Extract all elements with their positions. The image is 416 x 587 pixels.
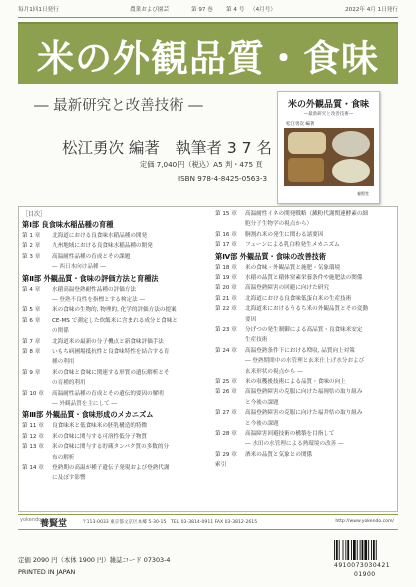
barcode-bar	[353, 540, 356, 560]
toc-chapter-continuation: ― 登熟不良性を指標とする検定法 ―	[52, 297, 146, 303]
publisher-name: 養賢堂	[40, 519, 68, 529]
toc-chapter	[22, 442, 169, 450]
toc-chapter-title: 北海道米におけるうるち米の外観品質とその変動	[245, 306, 369, 313]
toc-chapter-number: 第 4 章	[22, 286, 41, 293]
barcode-bar	[357, 540, 358, 560]
toc-chapter-number: 第 1 章	[22, 233, 41, 239]
toc-chapter-number: 第 8 章	[22, 349, 41, 355]
toc-chapter-title: 高温障害回避技術の構築を目指して	[245, 431, 335, 437]
cover-title: 米の外観品質・食味	[287, 100, 369, 110]
cover-publisher: 養賢堂	[357, 191, 369, 196]
toc-chapter	[215, 304, 368, 312]
toc-chapter-title: 高温耐性イネの開発戦略（澱粉代謝関連酵素の細	[245, 211, 369, 217]
toc-chapter-title: いもち病圃場抵抗性と良食味特性を結合する育	[52, 349, 170, 355]
toc-chapter-title: フェーンによる乳白粒発生メカニズム	[245, 242, 340, 249]
toc-chapter-title: 北海道米の最新の分子機点と新食味評価手法	[52, 338, 164, 345]
toc-chapter	[215, 325, 362, 333]
toc-chapter-number: 第 14 章	[22, 465, 44, 471]
toc-chapter-title: 高温登熟障害の回避に向けた研究	[245, 285, 329, 292]
toc-chapter-number: 第 18 章	[215, 264, 237, 271]
toc-chapter-title: 高温耐性品種の育成とその課題	[52, 253, 131, 260]
toc-chapter	[22, 368, 169, 376]
toc-chapter-title: 米の食味と食味に関連する形質の遺伝解析とそ	[52, 369, 170, 376]
toc-chapter-title: 九州地域における良食味水稲品種の開発	[52, 243, 153, 250]
toc-chapter-number: 第 21 章	[215, 295, 237, 302]
barcode-suffix: 01900	[354, 571, 376, 578]
toc-chapter-number: 第 2 章	[22, 243, 41, 250]
toc-chapter-title: 米の食味に関与する貯蔵タンパク質の多数的分	[52, 444, 170, 451]
toc-chapter	[22, 347, 169, 355]
toc-chapter-title: 高温耐性品種の育成とその遺伝的要因の解明	[52, 390, 164, 397]
toc-chapter-number: 第 16 章	[215, 231, 237, 238]
barcode-bar	[362, 540, 364, 560]
book-cover-thumbnail	[277, 91, 380, 204]
toc-chapter	[22, 389, 164, 397]
title-band	[18, 22, 398, 84]
toc-chapter-title: 酒米の品質と気象との関係	[245, 451, 313, 458]
toc-part-heading: 第Ⅱ部 外観品質・食味の評価方法と育種法	[22, 273, 159, 283]
toc-index: 索引	[215, 462, 227, 469]
toc-chapter	[22, 285, 136, 293]
toc-chapter-title: 胴割れ米の発生に関わる諸要因	[245, 231, 324, 238]
toc-chapter-continuation: の関係	[52, 328, 69, 335]
toc-chapter-number: 第 19 章	[215, 275, 237, 281]
issue-frequency: 毎月1回1日発行	[18, 7, 59, 13]
toc-chapter-title: 米の食味に関与する可溶性低分子物質	[52, 433, 148, 440]
toc-part-heading: 第Ⅰ部 良食味水稲品種の育種	[22, 220, 114, 229]
table-of-contents	[18, 206, 398, 512]
toc-chapter-continuation: 布の解析	[52, 454, 75, 461]
barcode-bar	[373, 540, 375, 560]
printed-in-line: PRINTED IN JAPAN	[18, 568, 76, 576]
toc-chapter-title: 北海道における良食味水稲品種の開発	[52, 233, 148, 239]
barcode-bar	[351, 540, 352, 560]
toc-label: ［目次］	[22, 211, 47, 218]
toc-chapter-number: 第 29 章	[215, 451, 237, 458]
toc-chapter-title: 高温登熟条件下における増収, 品質向上対策	[245, 347, 355, 354]
toc-chapter-number: 第 13 章	[22, 444, 44, 451]
toc-chapter-title: 高温登熟障害の克服に向けた福岡県の取り組み	[245, 389, 363, 396]
toc-chapter-number: 第 24 章	[215, 347, 237, 354]
toc-chapter	[215, 387, 362, 395]
barcode-bar	[345, 540, 346, 560]
toc-chapter-number: 第 27 章	[215, 410, 237, 417]
toc-chapter	[215, 283, 329, 291]
issue-info-line	[18, 5, 398, 17]
toc-chapter-number: 第 22 章	[215, 306, 237, 313]
toc-chapter-number: 第 26 章	[215, 389, 237, 396]
toc-chapter	[215, 294, 351, 302]
cover-editor: 松江勇次 編著	[286, 122, 315, 127]
toc-chapter-title: 米の食味の生物的, 物理的, 化学的評価方法の提案	[52, 307, 177, 314]
toc-chapter-title: 分げつの発生制御による高品質・良食味米安定	[245, 327, 363, 333]
toc-chapter-number: 第 11 章	[22, 423, 44, 430]
toc-chapter-continuation: と今後の課題	[245, 420, 279, 427]
toc-chapter-continuation: 要因	[245, 316, 257, 323]
toc-chapter	[215, 263, 340, 271]
publisher-address: 〒113-0033 東京都文京区本郷 5-30-15 TEL 03-3814-0911 FAX 03-3812-2615	[82, 520, 258, 525]
toc-chapter-continuation: 胞分子生物学の視点から）	[245, 221, 313, 228]
toc-chapter-continuation: 玄米形状の視点から ―	[245, 368, 303, 375]
toc-chapter-number: 第 28 章	[215, 431, 237, 437]
toc-chapter-continuation: ― 西日本向け品種 ―	[52, 264, 106, 271]
toc-chapter-number: 第 9 章	[22, 369, 41, 376]
barcode-number: 4910073030421	[334, 562, 391, 569]
barcode-bar	[371, 540, 372, 560]
toc-chapter-title: 米の食味・外観品質と施肥・気象環境	[245, 264, 341, 271]
toc-chapter-number: 第 25 章	[215, 379, 237, 385]
toc-chapter	[215, 450, 312, 458]
publisher-logo: yokendo	[20, 517, 42, 523]
toc-chapter-continuation: ― 外観品質を主にして ―	[52, 401, 118, 407]
toc-chapter	[215, 408, 362, 416]
toc-chapter	[22, 337, 164, 345]
issue-volume: 第 97 巻	[191, 7, 213, 13]
barcode-bar	[347, 540, 349, 560]
book-price: 定価 7,040円（税込）A5 判・475 頁	[140, 160, 263, 169]
toc-chapter-number: 第 12 章	[22, 433, 44, 440]
toc-chapter-title: CE-MS で測定した炊飯米に含まれる成分と食味と	[52, 317, 178, 324]
toc-chapter-continuation: 生産技術	[245, 337, 268, 344]
toc-chapter-number: 第 6 章	[22, 317, 41, 324]
rice-grain-photo	[332, 159, 370, 183]
toc-chapter-continuation: に及ぼす影響	[52, 475, 86, 482]
journal-name: 農業および園芸	[130, 7, 170, 13]
toc-chapter	[22, 316, 178, 324]
header-divider	[18, 17, 398, 18]
toc-chapter-title: 水稲の品質と稲体窒素栄養条件や施肥法の関係	[245, 275, 363, 281]
toc-chapter-number: 第 23 章	[215, 327, 237, 333]
book-isbn: ISBN 978-4-8425-0563-3	[178, 174, 268, 183]
barcode-bar	[339, 540, 340, 560]
toc-chapter-continuation: ― 登熟期間中の水管理と玄米仕上げ水分および	[245, 358, 365, 365]
barcode-bar	[334, 540, 335, 560]
toc-chapter-continuation: と今後の課題	[245, 399, 279, 406]
toc-chapter	[22, 305, 177, 313]
toc-chapter-number: 第 3 章	[22, 253, 41, 260]
toc-chapter	[22, 432, 147, 440]
toc-chapter-title: 水稲高温登熟耐性品種の評価方法	[52, 286, 136, 293]
cover-subtitle: ―最新研究と改善技術―	[303, 112, 354, 117]
toc-chapter-number: 第 5 章	[22, 307, 41, 314]
toc-chapter-number: 第 10 章	[22, 390, 44, 397]
toc-chapter	[215, 346, 355, 354]
book-subtitle: ― 最新研究と改善技術 ―	[34, 98, 203, 114]
barcode-bar	[364, 540, 367, 560]
toc-part-heading: 第Ⅲ部 外観品質・食味形成のメカニズム	[22, 410, 154, 420]
toc-chapter	[22, 231, 147, 239]
toc-chapter	[22, 252, 130, 260]
barcode-bar	[368, 540, 369, 560]
toc-chapter	[215, 209, 368, 217]
toc-chapter-number: 第 20 章	[215, 285, 237, 292]
toc-chapter-continuation: ― 水田の水管理による熱環境の改善 ―	[245, 441, 344, 448]
cover-photo-collage	[284, 128, 374, 186]
toc-chapter-title: 北海道における良食味低蛋白米の生産技術	[245, 295, 352, 302]
authors-line: 松江勇次 編著 執筆者 3 7 名	[62, 139, 272, 157]
toc-chapter-number: 第 17 章	[215, 242, 237, 249]
toc-chapter	[22, 421, 147, 429]
barcode-bar	[343, 540, 344, 560]
barcode-bar	[376, 540, 377, 560]
toc-chapter	[215, 240, 340, 248]
issue-number: 第 4 号	[226, 7, 245, 13]
toc-chapter	[215, 273, 362, 281]
toc-chapter-title: 登熟期の高温が種子遺伝子発現および登熟代謝	[52, 465, 170, 471]
toc-chapter	[215, 377, 346, 385]
toc-chapter	[22, 463, 169, 471]
toc-chapter	[22, 241, 153, 249]
toc-chapter-number: 第 7 章	[22, 338, 41, 345]
toc-chapter-title: 高温登熟障害の克服に向けた福井県の取り組み	[245, 410, 363, 417]
rice-grain-photo	[288, 132, 326, 154]
toc-part-heading: 第Ⅳ部 外観品質・食味の改善技術	[215, 251, 327, 261]
barcode-bar	[336, 540, 338, 560]
book-title: 米の外観品質・食味	[37, 37, 379, 80]
toc-chapter-continuation: 種の利用	[52, 359, 75, 366]
rice-grain-photo	[332, 131, 370, 157]
publisher-url[interactable]: http://www.yokendo.com/	[335, 519, 394, 524]
issue-month: （4月号）	[250, 7, 276, 13]
rice-grain-photo	[288, 158, 324, 182]
toc-chapter	[215, 230, 323, 238]
toc-chapter-title: 米の収穫後技術による品質・食味の向上	[245, 379, 346, 385]
magazine-price-line: 定価 2090 円（本体 1900 円）雑誌コード 07303-4	[18, 556, 171, 564]
barcode-bar	[360, 540, 361, 560]
toc-chapter-title: 良食味米と低食味米の胚乳構造的特徴	[52, 423, 148, 430]
barcode	[333, 540, 399, 560]
toc-chapter-continuation: の育種的利用	[52, 380, 86, 387]
publisher-bar	[18, 514, 398, 530]
issue-date: 2022年 4月 1日発行	[345, 7, 398, 13]
toc-chapter-number: 第 15 章	[215, 211, 237, 217]
toc-chapter	[215, 429, 335, 437]
